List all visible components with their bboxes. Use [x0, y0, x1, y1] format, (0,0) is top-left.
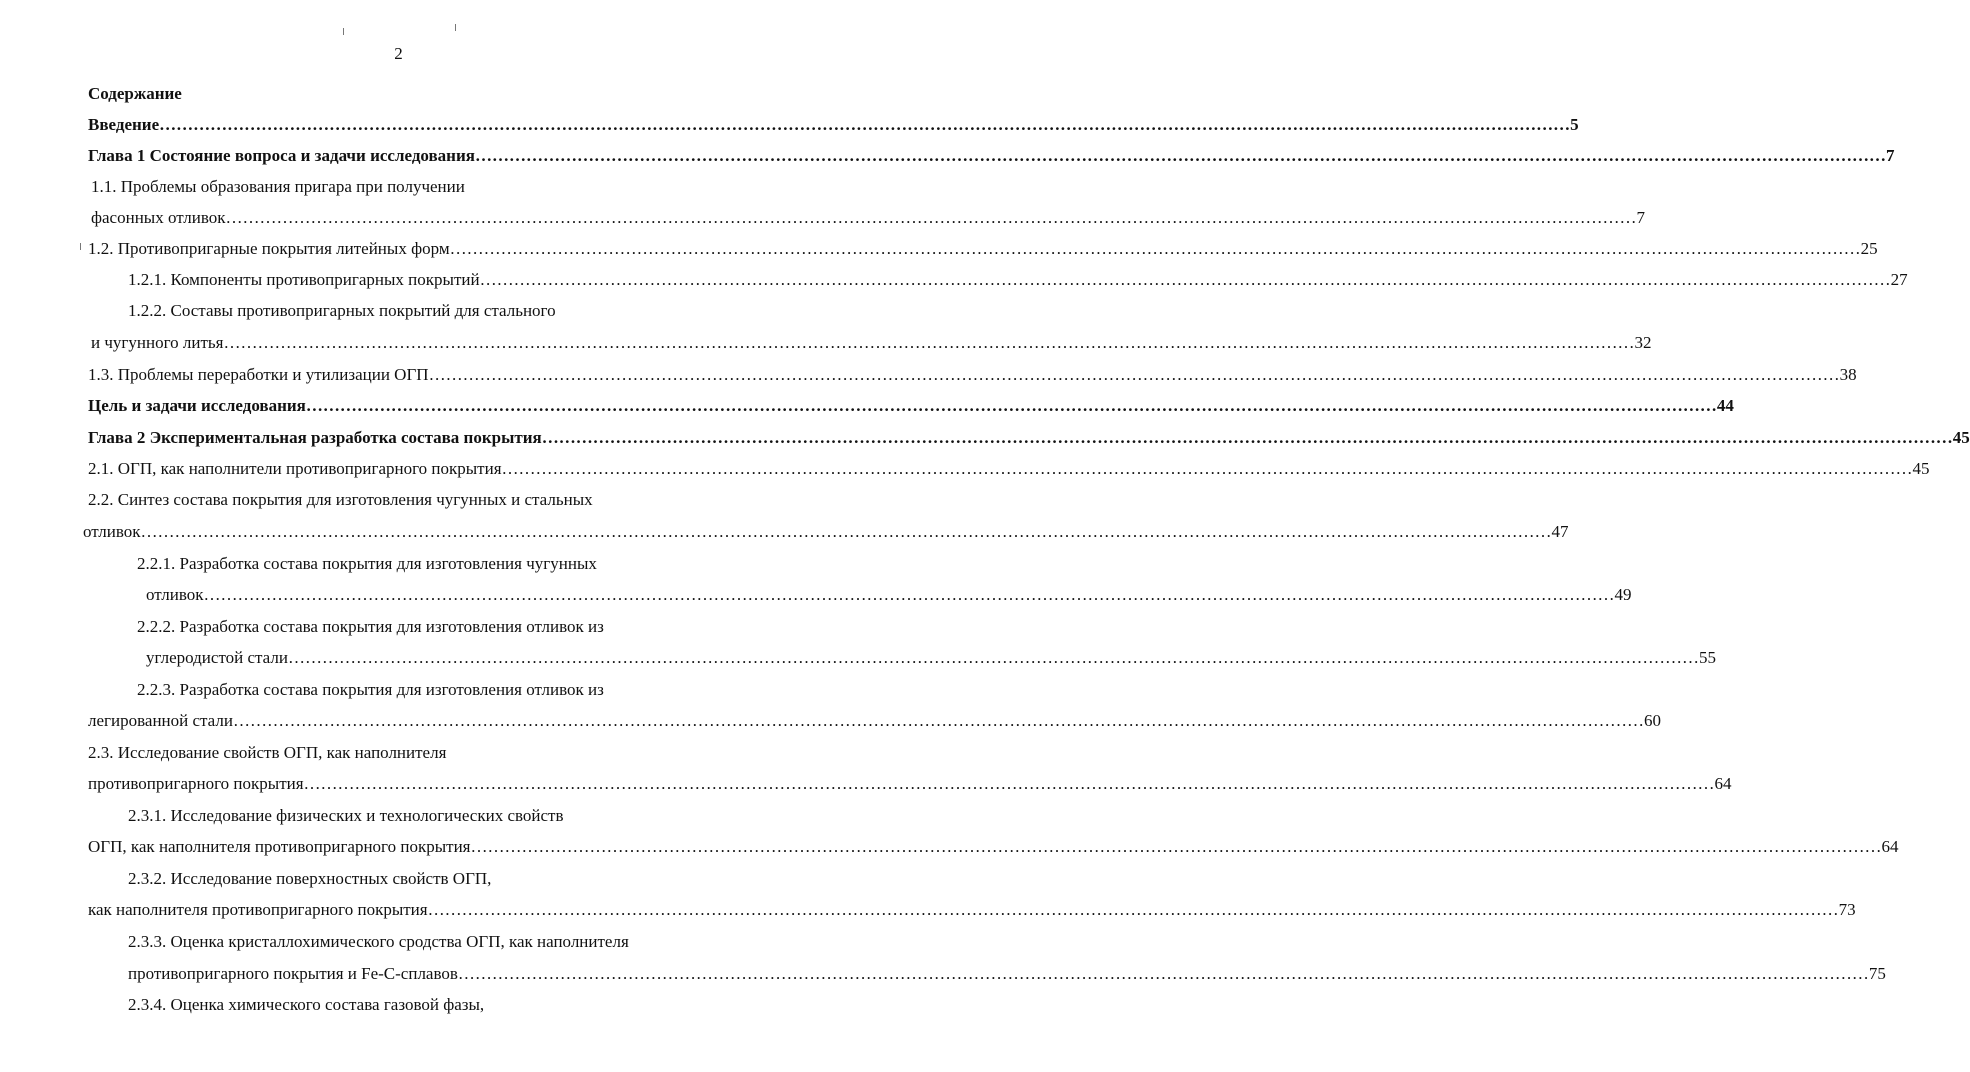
toc-page-number: 7: [1636, 208, 1646, 227]
toc-page-number: 73: [1838, 900, 1856, 919]
toc-entry: углеродистой стали …………………………………………………………………………………………………………………………………………………………………………………………………………………………… 55: [146, 644, 738, 672]
dot-leader: ……………………………………………………………………………………………………………………………………………………………………………………………………………………………: [427, 900, 1839, 919]
toc-entry: противопригарного покрытия и Fe-C-сплавов …………………………………………………………………………………………………………………………………………………………………………………………………………………………… 75: [128, 960, 725, 988]
toc-page-number: 5: [1570, 115, 1579, 134]
toc-entry: Введение …………………………………………………………………………………………………………………………………………………………………………………………………………………………… 5: [88, 111, 728, 139]
toc-entry: легированной стали …………………………………………………………………………………………………………………………………………………………………………………………………………………………… 60: [88, 707, 738, 735]
toc-page-number: 60: [1643, 711, 1661, 730]
dot-leader: ……………………………………………………………………………………………………………………………………………………………………………………………………………………………: [232, 711, 1644, 730]
toc-entry: 2.2.3. Разработка состава покрытия для изготовления отливок из: [137, 680, 604, 699]
toc-page-number: 32: [1634, 333, 1652, 352]
toc-entry: ОГП, как наполнителя противопригарного покрытия …………………………………………………………………………………………………………………………………………………………………………………………………………………………… 64: [88, 833, 720, 861]
toc-page-number: 45: [1952, 428, 1970, 447]
toc-page-number: 64: [1881, 837, 1899, 856]
dot-leader: ……………………………………………………………………………………………………………………………………………………………………………………………………………………………: [303, 774, 1715, 793]
dot-leader: ……………………………………………………………………………………………………………………………………………………………………………………………………………………………: [159, 115, 1571, 134]
toc-page-number: 64: [1714, 774, 1732, 793]
toc-entry: 2.2.1. Разработка состава покрытия для изготовления чугунных: [137, 554, 597, 573]
toc-page-number: 27: [1890, 270, 1908, 289]
toc-entry: фасонных отливок …………………………………………………………………………………………………………………………………………………………………………………………………………………………… 7: [91, 204, 724, 232]
toc-page-number: 38: [1839, 365, 1857, 384]
toc-entry: 2.3.2. Исследование поверхностных свойств ОГП,: [128, 869, 492, 888]
dot-leader: ……………………………………………………………………………………………………………………………………………………………………………………………………………………………: [223, 333, 1635, 352]
toc-entry: Глава 1 Состояние вопроса и задачи исследования …………………………………………………………………………………………………………………………………………………………………………………………………………………………… 7: [88, 142, 713, 170]
dot-leader: ……………………………………………………………………………………………………………………………………………………………………………………………………………………………: [428, 365, 1840, 384]
toc-heading: [88, 80, 388, 108]
scan-speck: [80, 243, 81, 250]
toc-entry: 1.3. Проблемы переработки и утилизации ОГП …………………………………………………………………………………………………………………………………………………………………………………………………………………………… 38: [88, 361, 721, 389]
dot-leader: ……………………………………………………………………………………………………………………………………………………………………………………………………………………………: [225, 208, 1637, 227]
toc-entry: как наполнителя противопригарного покрытия …………………………………………………………………………………………………………………………………………………………………………………………………………………………… 73: [88, 896, 738, 924]
toc-entry: 2.3.3. Оценка кристаллохимического сродства ОГП, как наполнителя: [128, 932, 629, 951]
toc-page-number: 75: [1868, 964, 1886, 983]
dot-leader: ……………………………………………………………………………………………………………………………………………………………………………………………………………………………: [541, 428, 1953, 447]
toc-page-number: 25: [1860, 239, 1878, 258]
toc-entry: 1.1. Проблемы образования пригара при получении: [91, 177, 465, 196]
toc-entry: 2.1. ОГП, как наполнители противопригарного покрытия …………………………………………………………………………………………………………………………………………………………………………………………………………………………… 45: [88, 455, 741, 483]
toc-page-number: 7: [1885, 146, 1895, 165]
toc-page-number: 44: [1716, 396, 1734, 415]
toc-entry: Цель и задачи исследования …………………………………………………………………………………………………………………………………………………………………………………………………………………………… 44: [88, 392, 723, 420]
toc-entry: противопригарного покрытия …………………………………………………………………………………………………………………………………………………………………………………………………………………………… 64: [88, 770, 728, 798]
dot-leader: ……………………………………………………………………………………………………………………………………………………………………………………………………………………………: [470, 837, 1882, 856]
toc-entry: 2.2.2. Разработка состава покрытия для изготовления отливок из: [137, 617, 604, 636]
scan-speck: [455, 24, 456, 31]
toc-entry: 2.3.4. Оценка химического состава газовой фазы,: [128, 995, 485, 1014]
toc-entry: 1.2.1. Компоненты противопригарных покрытий …………………………………………………………………………………………………………………………………………………………………………………………………………………………… 27: [128, 266, 730, 294]
toc-page-number: 55: [1698, 648, 1716, 667]
toc-entry: 1.2.2. Составы противопригарных покрытий для стального: [128, 301, 556, 320]
toc-entry: и чугунного литья …………………………………………………………………………………………………………………………………………………………………………………………………………………………… 32: [91, 329, 741, 357]
toc-entry: Глава 2 Экспериментальная разработка состава покрытия …………………………………………………………………………………………………………………………………………………………………………………………………………………………… 45: [88, 424, 723, 452]
toc-entry: 1.2. Противопригарные покрытия литейных форм …………………………………………………………………………………………………………………………………………………………………………………………………………………………… 25: [88, 235, 718, 263]
dot-leader: ……………………………………………………………………………………………………………………………………………………………………………………………………………………………: [449, 239, 1861, 258]
page-number: 2: [394, 44, 403, 63]
toc-page-number: 45: [1912, 459, 1930, 478]
toc-entry: 2.2. Синтез состава покрытия для изготовления чугунных и стальных: [88, 490, 593, 509]
dot-leader: ……………………………………………………………………………………………………………………………………………………………………………………………………………………………: [140, 522, 1552, 541]
toc-entry: отливок …………………………………………………………………………………………………………………………………………………………………………………………………………………………… 47: [83, 518, 738, 546]
dot-leader: ……………………………………………………………………………………………………………………………………………………………………………………………………………………………: [287, 648, 1699, 667]
dot-leader: ……………………………………………………………………………………………………………………………………………………………………………………………………………………………: [479, 270, 1891, 289]
dot-leader: ……………………………………………………………………………………………………………………………………………………………………………………………………………………………: [501, 459, 1913, 478]
dot-leader: ……………………………………………………………………………………………………………………………………………………………………………………………………………………………: [203, 585, 1615, 604]
dot-leader: ……………………………………………………………………………………………………………………………………………………………………………………………………………………………: [457, 964, 1869, 983]
dot-leader: ……………………………………………………………………………………………………………………………………………………………………………………………………………………………: [474, 146, 1886, 165]
toc-heading-text: Содержание: [88, 84, 182, 103]
toc-entry: отливок …………………………………………………………………………………………………………………………………………………………………………………………………………………………… 49: [146, 581, 737, 609]
toc-entry: 2.3.1. Исследование физических и технологических свойств: [128, 806, 564, 825]
toc-page-number: 49: [1614, 585, 1632, 604]
toc-page-number: 47: [1551, 522, 1569, 541]
scan-speck: [343, 28, 344, 35]
toc-entry: 2.3. Исследование свойств ОГП, как наполнителя: [88, 743, 447, 762]
dot-leader: ……………………………………………………………………………………………………………………………………………………………………………………………………………………………: [305, 396, 1717, 415]
